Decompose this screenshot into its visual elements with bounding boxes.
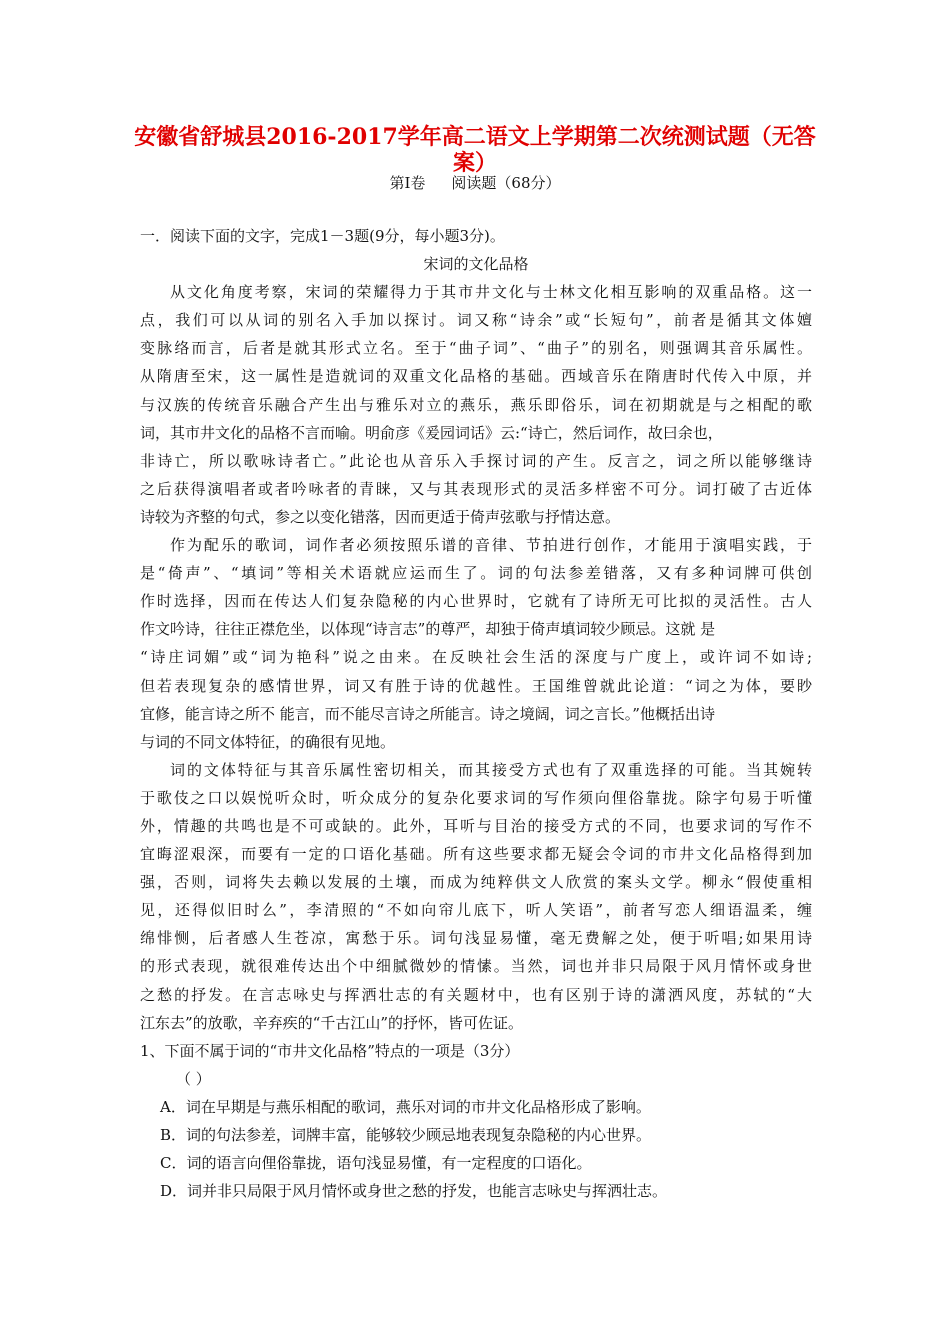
text-line: 绵悱恻，后者感人生苍凉，寓愁于乐。词句浅显易懂，毫无费解之处，便于听唱;如果用诗 (140, 929, 812, 948)
text-line: 是“倚声”、“填词”等相关术语就应运而生了。词的句法参差错落，又有多种词牌可供创 (140, 564, 812, 583)
text-line: 与词的不同文体特征，的确很有见地。 (140, 732, 396, 751)
text-line: 之后获得演唱者或者吟咏者的青睐，又与其表现形式的灵活多样密不可分。词打破了古近体 (140, 479, 812, 498)
text-line: 与汉族的传统音乐融合产生出与雅乐对立的燕乐，燕乐即俗乐，词在初期就是与之相配的歌 (140, 395, 812, 414)
paragraph-3 (140, 756, 812, 1037)
option-b: B．词的句法参差，词牌丰富，能够较少顾忌地表现复杂隐秘的内心世界。 (160, 1126, 652, 1144)
answer-blank: （ ） (176, 1069, 211, 1088)
title-line-1: 安徽省舒城县2016-2017学年高二语文上学期第二次统测试题（无答 (134, 124, 816, 150)
volume-section-label: 阅读题（68分） (451, 174, 561, 192)
text-line: 从隋唐至宋，这一属性是造就词的双重文化品格的基础。西域音乐在隋唐时代传入中原，并 (140, 367, 812, 386)
volume-subtitle (0, 172, 950, 194)
option-d: D．词并非只局限于风月情怀或身世之愁的抒发，也能言志咏史与挥洒壮志。 (160, 1182, 668, 1201)
text-line: 作文吟诗，往往正襟危坐，以体现“诗言志”的尊严，却独于倚声填词较少顾忌。这就 是 (140, 620, 716, 639)
paragraph-1 (140, 278, 812, 531)
text-line: 点，我们可以从词的别名入手加以探讨。词又称“诗余”或“长短句”，前者是循其文体嬗 (140, 311, 812, 330)
title-line-2: 案） (452, 150, 497, 176)
text-line: 的形式表现，就很难传达出个中细腻微妙的情愫。当然，词也并非只局限于风月情怀或身世 (140, 957, 812, 976)
text-line: 作为配乐的歌词，词作者必须按照乐谱的音律、节拍进行创作，才能用于演唱实践，于 (170, 536, 812, 555)
text-line: 作时选择，因而在传达人们复杂隐秘的内心世界时，它就有了诗所无可比拟的灵活性。古人 (140, 592, 812, 611)
volume-label: 第Ⅰ卷 (389, 174, 426, 192)
section-heading: 一．阅读下面的文字，完成1－3题(9分，每小题3分)。 (140, 227, 505, 245)
text-line: 词的文体特征与其音乐属性密切相关，而其接受方式也有了双重选择的可能。当其婉转 (170, 760, 812, 779)
text-line: 于歌伎之口以娱悦听众时，听众成分的复杂化要求词的写作须向俚俗靠拢。除字句易于听懂 (140, 788, 812, 807)
question-stem: 1、下面不属于词的“市井文化品格”特点的一项是（3分） (140, 1041, 520, 1060)
text-line: 诗较为齐整的句式，参之以变化错落，因而更适于倚声弦歌与抒情达意。 (140, 507, 621, 526)
option-a: A．词在早期是与燕乐相配的歌词，燕乐对词的市井文化品格形成了影响。 (160, 1097, 651, 1116)
text-line: 见，还得似旧时么”，李清照的“不如向帘儿底下，听人笑语”，前者写恋人细语温柔，缠 (140, 901, 812, 920)
text-line: 江东去”的放歌，辛弃疾的“千古江山”的抒怀，皆可佐证。 (140, 1013, 524, 1032)
text-line: “诗庄词媚”或“词为艳科”说之由来。在反映社会生活的深度与广度上，或许词不如诗; (140, 648, 812, 667)
text-line: 之愁的抒发。在言志咏史与挥洒壮志的有关题材中，也有区别于诗的潇洒风度，苏轼的“大 (140, 985, 812, 1004)
text-line: 变脉络而言，后者是就其形式立名。至于“曲子词”、“曲子”的别名，则强调其音乐属性。 (140, 339, 812, 358)
question-1 (140, 1037, 812, 1206)
text-line: 宜修，能言诗之所不 能言，而不能尽言诗之所能言。诗之境阔，词之言长。”他概括出诗 (140, 704, 715, 723)
text-line: 强，否则，词将失去赖以发展的土壤，而成为纯粹供文人欣赏的案头文学。柳永“假使重相 (140, 873, 812, 892)
text-line: 但若表现复杂的感情世界，词又有胜于诗的优越性。王国维曾就此论道：“词之为体，要眇 (140, 676, 812, 695)
document-body (140, 222, 812, 1205)
paragraph-2 (140, 531, 812, 756)
option-c: C．词的语言向俚俗靠拢，语句浅显易懂，有一定程度的口语化。 (160, 1154, 592, 1173)
article-title: 宋词的文化品格 (423, 255, 529, 274)
text-line: 从文化角度考察，宋词的荣耀得力于其市井文化与士林文化相互影响的双重品格。这一 (170, 283, 812, 302)
document-title (130, 124, 820, 176)
text-line: 词，其市井文化的品格不言而喻。明俞彦《爰园词话》云:“诗亡，然后词作，故曰余也， (140, 423, 723, 442)
text-line: 宜晦涩艰深，而要有一定的口语化基础。所有这些要求都无疑会令词的市井文化品格得到加 (140, 845, 812, 864)
text-line: 外，情趣的共鸣也是不可或缺的。此外，耳听与目治的接受方式的不同，也要求词的写作不 (140, 816, 812, 835)
text-line: 非诗亡，所以歌咏诗者亡。”此论也从音乐入手探讨词的产生。反言之，词之所以能够继诗 (140, 451, 812, 470)
